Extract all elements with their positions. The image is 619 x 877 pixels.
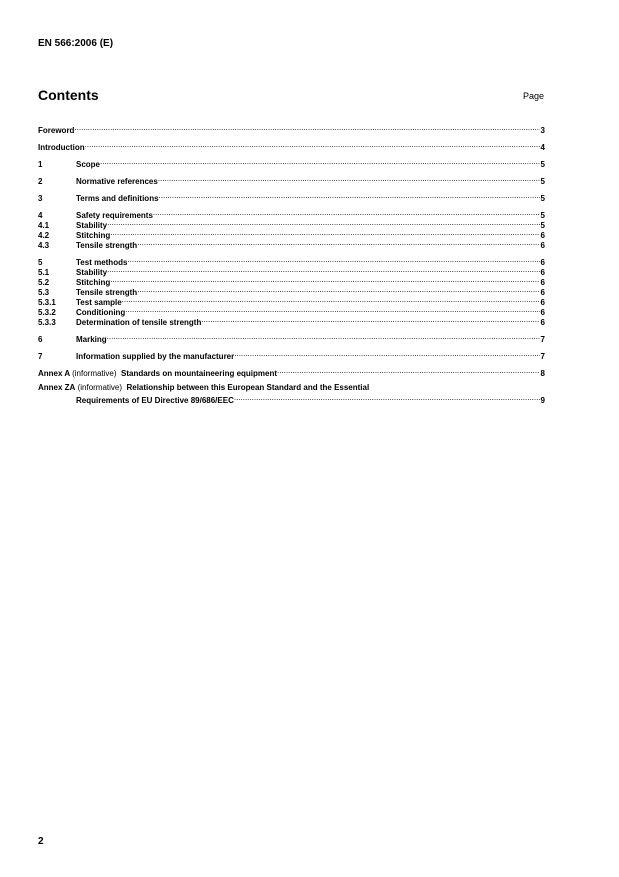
toc-leader-dots: [100, 157, 540, 167]
toc-entry-title: Tensile strength: [76, 241, 138, 250]
toc-entry-title: Determination of tensile strength: [76, 318, 202, 327]
toc-leader-dots: [201, 315, 539, 325]
toc-entry-page: 4: [540, 143, 545, 152]
toc-entry-page: 5: [540, 211, 545, 220]
annex-label: Annex ZA: [38, 383, 76, 392]
toc-leader-dots: [74, 123, 539, 133]
toc-entry-number: 5.3.2: [38, 308, 56, 317]
toc-entry-title: Test sample: [76, 298, 122, 307]
toc-leader-dots: [122, 295, 540, 305]
toc-entry-4-1[interactable]: [38, 218, 545, 228]
toc-entry-5-3[interactable]: [38, 285, 545, 295]
toc-entry-3[interactable]: [38, 191, 545, 201]
toc-leader-dots: [277, 366, 540, 376]
toc-entry-5-3-2[interactable]: [38, 305, 545, 315]
toc-entry-number: 5.3: [38, 288, 50, 297]
toc-entry-5-3-3[interactable]: [38, 315, 545, 325]
toc-entry-number: 7: [38, 352, 43, 361]
toc-leader-dots: [107, 218, 539, 228]
toc-leader-dots: [159, 191, 540, 201]
annex-za-line-2: [38, 393, 545, 403]
toc-entry-5-2[interactable]: [38, 275, 545, 285]
toc-entry-title: Information supplied by the manufacturer: [76, 352, 235, 361]
toc-entry-title: Stability: [76, 268, 108, 277]
toc-entry-title: Scope: [76, 160, 101, 169]
toc-entry-page: 5: [540, 177, 545, 186]
annex-type: (informative): [77, 383, 123, 392]
toc-entry-2[interactable]: [38, 174, 545, 184]
toc-entry-page: 6: [540, 308, 545, 317]
toc-entry-number: 4.3: [38, 241, 50, 250]
annex-title: Standards on mountaineering equipment: [121, 369, 278, 378]
toc-entry-number: 4.2: [38, 231, 50, 240]
toc-entry-title: Introduction: [38, 143, 85, 152]
toc-entry-title: Tensile strength: [76, 288, 138, 297]
toc-leader-dots: [234, 349, 539, 359]
toc-entry-annex-a[interactable]: [38, 366, 545, 376]
toc-leader-dots: [107, 332, 540, 342]
toc-entry-page: 5: [540, 221, 545, 230]
toc-entry-page: 6: [540, 241, 545, 250]
toc-leader-dots: [127, 255, 539, 265]
toc-entry-5-1[interactable]: [38, 265, 545, 275]
annex-label: Annex A: [38, 369, 70, 378]
toc-entry-5[interactable]: [38, 255, 545, 265]
toc-entry-title: Stitching: [76, 231, 111, 240]
toc-entry-number: 4.1: [38, 221, 50, 230]
toc-entry-title: Test methods: [76, 258, 128, 267]
toc-leader-dots: [234, 393, 540, 403]
page-column-label: Page: [522, 91, 544, 101]
toc-entry-title: Safety requirements: [76, 211, 153, 220]
toc-entry-page: 6: [540, 318, 545, 327]
toc-entry-number: 1: [38, 160, 43, 169]
toc-entry-number: 5.3.3: [38, 318, 56, 327]
table-of-contents: [38, 123, 545, 403]
toc-entry-title: Conditioning: [76, 308, 126, 317]
toc-leader-dots: [137, 238, 539, 248]
contents-title: Contents: [38, 87, 99, 103]
toc-leader-dots: [110, 228, 539, 238]
toc-entry-title: Marking: [76, 335, 107, 344]
toc-entry-5-3-1[interactable]: [38, 295, 545, 305]
toc-leader-dots: [153, 208, 540, 218]
toc-entry-4[interactable]: [38, 208, 545, 218]
toc-entry-page: 6: [540, 268, 545, 277]
toc-entry-number: 5.2: [38, 278, 50, 287]
toc-entry-page: 3: [540, 126, 545, 135]
toc-entry-number: 3: [38, 194, 43, 203]
toc-entry-title: Stability: [76, 221, 108, 230]
toc-entry-introduction[interactable]: [38, 140, 545, 150]
annex-type: (informative): [72, 369, 117, 378]
toc-entry-page: 6: [540, 278, 545, 287]
toc-entry-title: [38, 369, 277, 379]
toc-entry-number: 5.1: [38, 268, 50, 277]
toc-leader-dots: [125, 305, 539, 315]
toc-entry-foreword[interactable]: [38, 123, 545, 133]
toc-entry-title: Foreword: [38, 126, 75, 135]
toc-entry-number: 5: [38, 258, 43, 267]
toc-entry-page: 7: [540, 335, 545, 344]
toc-entry-4-2[interactable]: [38, 228, 545, 238]
toc-entry-4-3[interactable]: [38, 238, 545, 248]
toc-leader-dots: [158, 174, 540, 184]
toc-entry-title: Normative references: [76, 177, 158, 186]
toc-leader-dots: [85, 140, 540, 150]
toc-entry-page: 6: [540, 231, 545, 240]
toc-entry-page: 8: [540, 369, 545, 378]
toc-entry-1[interactable]: [38, 157, 545, 167]
document-id: EN 566:2006 (E): [38, 38, 114, 49]
annex-za-line-1: [38, 383, 545, 393]
annex-title-line-1: Relationship between this European Standard and the Essential: [126, 383, 370, 392]
toc-entry-number: 4: [38, 211, 43, 220]
toc-leader-dots: [137, 285, 539, 295]
toc-entry-page: 7: [540, 352, 545, 361]
annex-title-line-2: Requirements of EU Directive 89/686/EEC: [76, 396, 234, 405]
toc-entry-page: 5: [540, 160, 545, 169]
toc-entry-page: 9: [540, 396, 545, 405]
toc-entry-page: 6: [540, 288, 545, 297]
toc-leader-dots: [107, 265, 539, 275]
toc-entry-number: 2: [38, 177, 43, 186]
toc-entry-title: Stitching: [76, 278, 111, 287]
toc-entry-title: Terms and definitions: [76, 194, 159, 203]
toc-entry-annex-za[interactable]: [38, 383, 545, 403]
toc-entry-page: 6: [540, 298, 545, 307]
toc-entry-page: 5: [540, 194, 545, 203]
toc-leader-dots: [110, 275, 539, 285]
toc-entry-7[interactable]: [38, 349, 545, 359]
toc-entry-6[interactable]: [38, 332, 545, 342]
toc-entry-number: 6: [38, 335, 43, 344]
toc-entry-page: 6: [540, 258, 545, 267]
toc-entry-number: 5.3.1: [38, 298, 56, 307]
footer-page-number: 2: [38, 836, 44, 847]
